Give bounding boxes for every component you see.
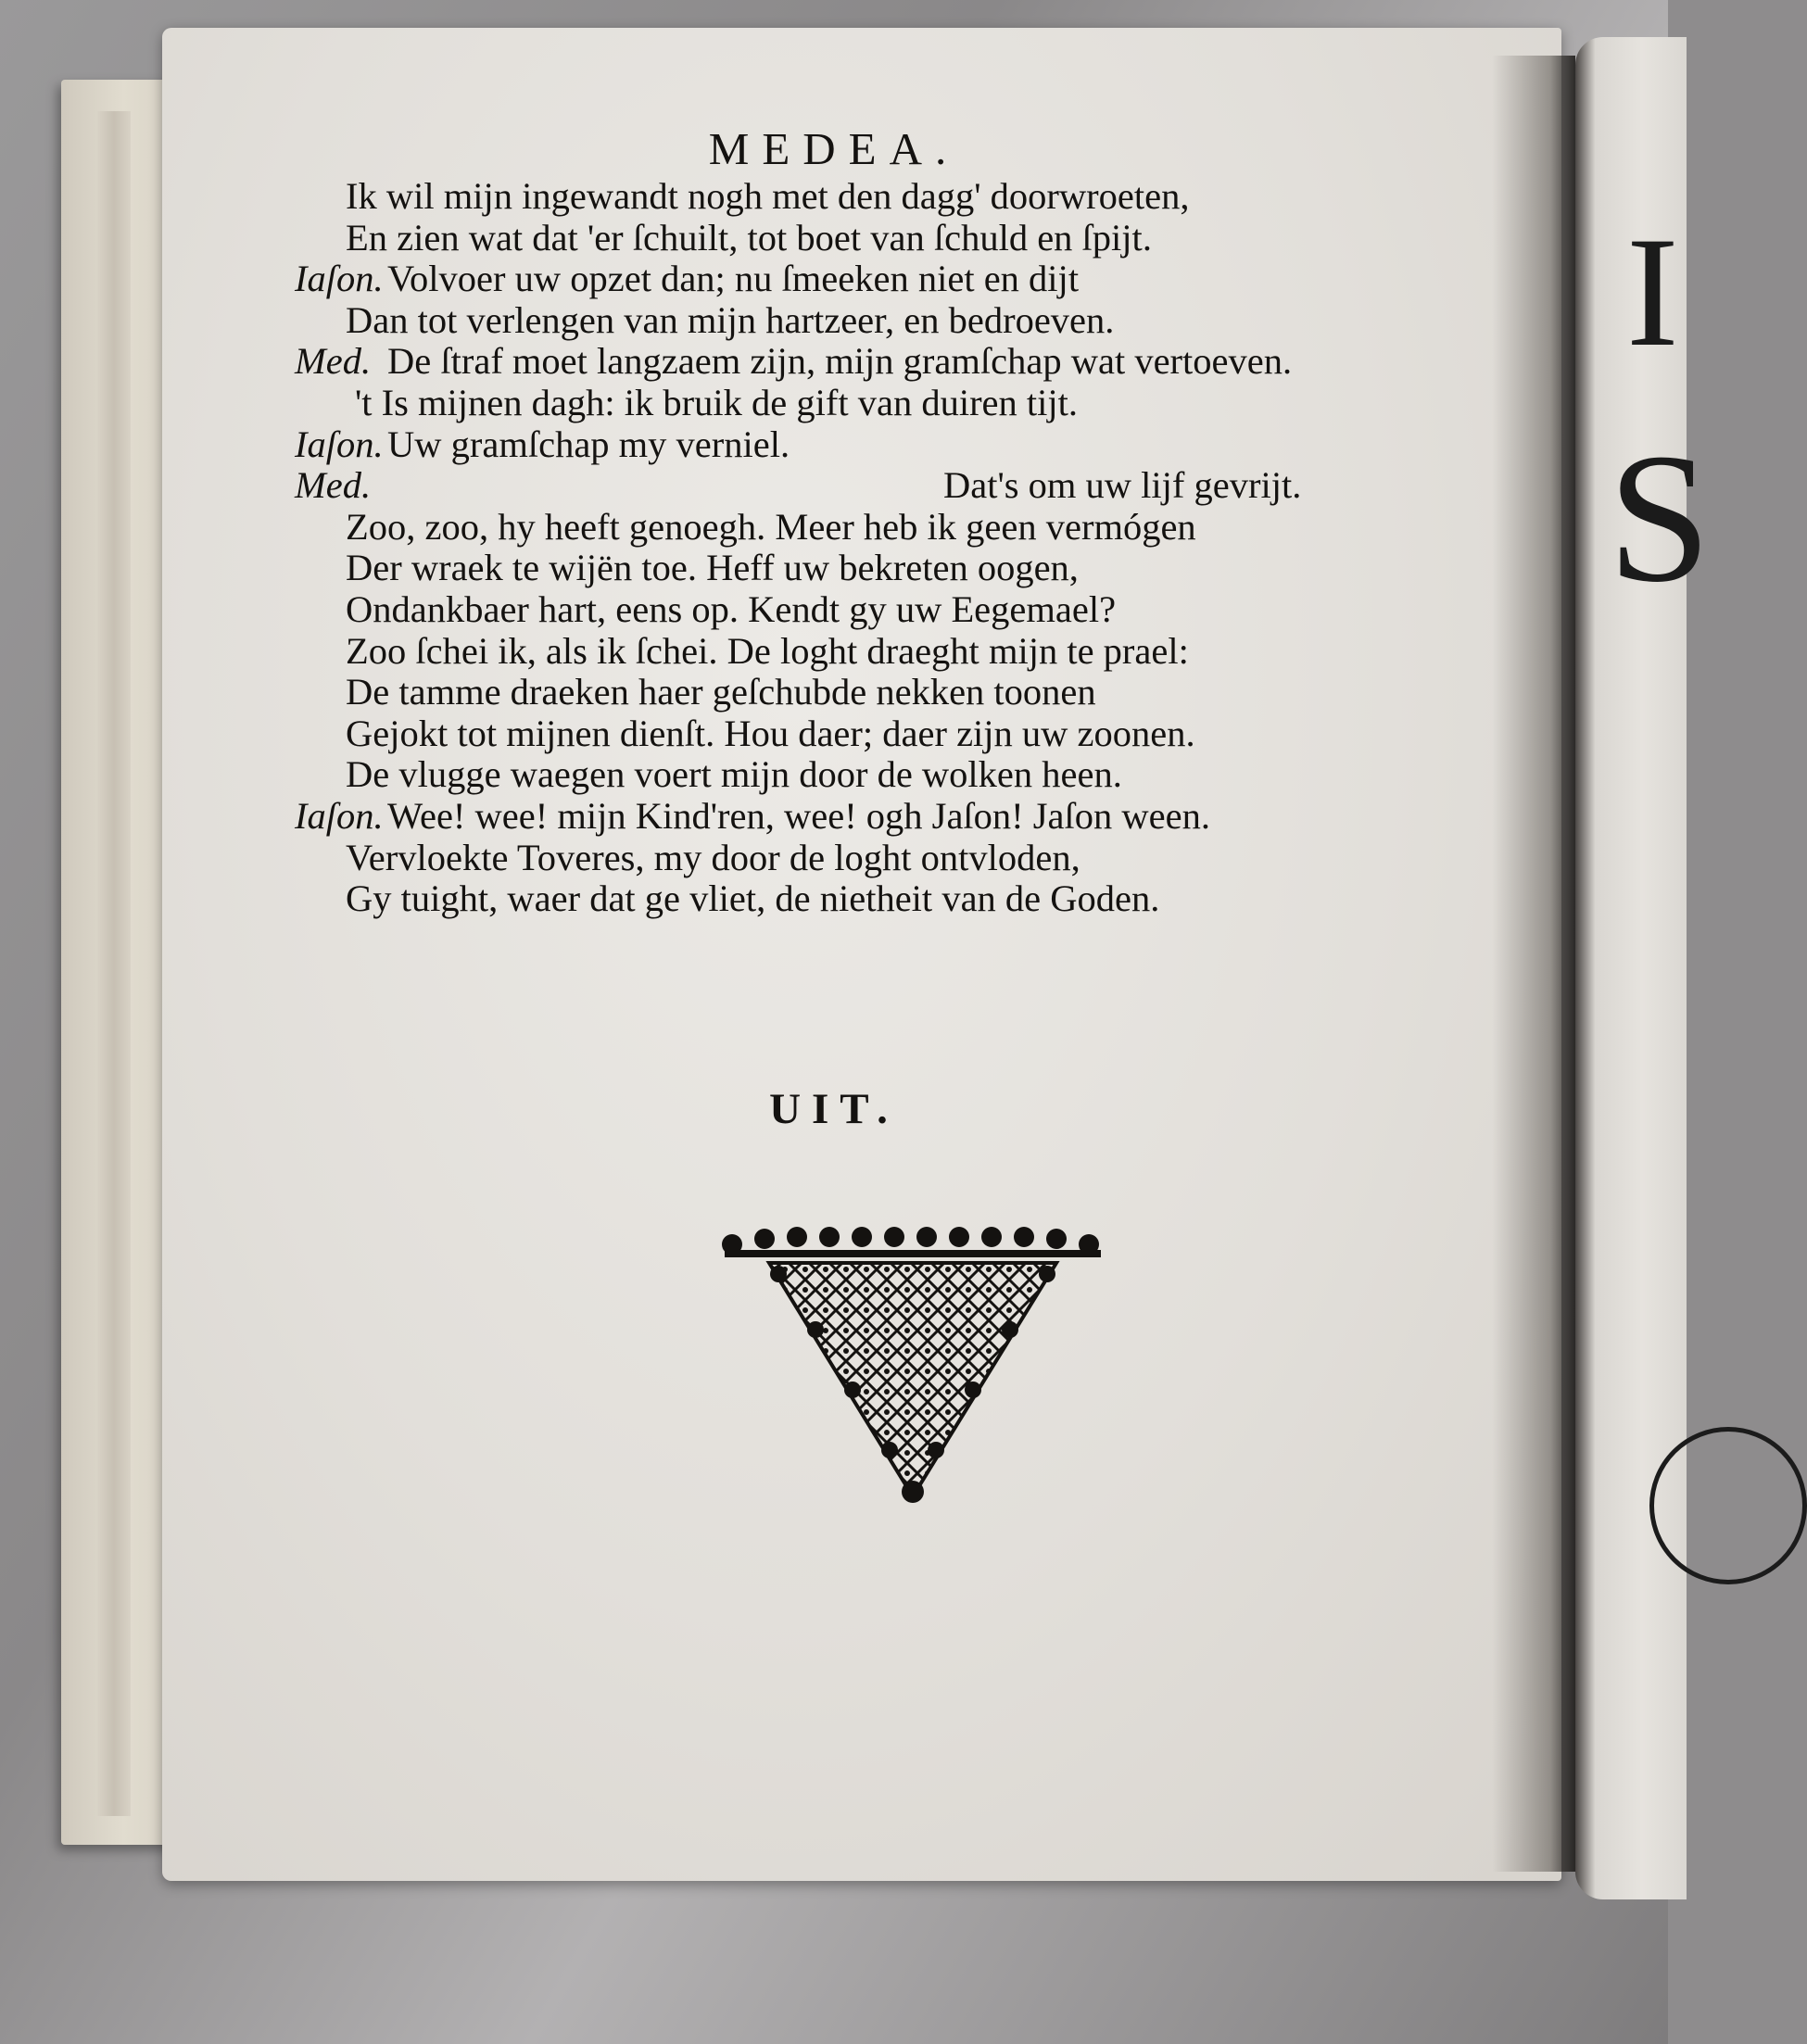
verse-line: 't Is mijnen dagh: ik bruik de gift van duiren tijt. <box>355 381 1079 423</box>
verse-line: Der wraek te wijën toe. Heff uw bekreten oogen, <box>346 547 1079 589</box>
page-header: MEDEA. <box>708 123 960 174</box>
right-page-letter-fragment: I <box>1626 205 1679 379</box>
verse-text <box>295 176 1518 920</box>
verse-line: Vervloekte Toveres, my door de loght ontvloden, <box>346 836 1080 878</box>
verse-line: Iaſon. Wee! wee! mijn Kind'ren, wee! ogh Jaſon! Jaſon ween. <box>295 794 1210 837</box>
verse-line: Iaſon. Volvoer uw opzet dan; nu ſmeeken niet en dijt <box>295 258 1080 300</box>
verse-line: Zoo, zoo, hy heeft genoegh. Meer heb ik geen vermógen <box>346 505 1196 548</box>
verse-line: De tamme draeken haer geſchubde nekken toonen <box>346 671 1096 713</box>
verse-line: Zoo ſchei ik, als ik ſchei. De loght draeght mijn te prael: <box>346 629 1189 672</box>
verse-line: En zien wat dat 'er ſchuilt, tot boet van ſchuld en ſpijt. <box>346 216 1152 259</box>
verse-line: Gy tuight, waer dat ge vliet, de nietheit van de Goden. <box>346 877 1160 920</box>
right-page <box>1575 37 1712 1899</box>
speaker-name: Iaſon. <box>295 423 384 465</box>
verse-line: Ondankbaer hart, eens op. Kendt gy uw Eegemael? <box>346 587 1117 630</box>
verse-line: Med. De ſtraf moet langzaem zijn, mijn gramſchap wat vertoeven. <box>295 340 1293 383</box>
ending-mark: UIT. <box>769 1085 899 1133</box>
book-cover-edge <box>97 111 131 1816</box>
verse-line: Ik wil mijn ingewandt nogh met den dagg' doorwroeten, <box>346 175 1190 217</box>
speaker-name: Med. <box>295 464 372 507</box>
verse-line: Med. Dat's om uw lijf gevrijt. <box>295 464 1302 507</box>
verse-line: De vlugge waegen voert mijn door de wolken heen. <box>346 753 1122 796</box>
speaker-name: Iaſon. <box>295 258 384 300</box>
verse-line: Iaſon. Uw gramſchap my verniel. <box>295 423 790 465</box>
speaker-name: Iaſon. <box>295 794 384 837</box>
right-page-letter-fragment: S <box>1608 416 1712 621</box>
triangular-ornament <box>714 1218 1112 1515</box>
right-page-circle-fragment <box>1649 1427 1807 1584</box>
verse-line: Gejokt tot mijnen dienſt. Hou daer; daer zijn uw zoonen. <box>346 712 1195 754</box>
verse-line: Dan tot verlengen van mijn hartzeer, en bedroeven. <box>346 298 1115 341</box>
speaker-name: Med. <box>295 340 372 383</box>
